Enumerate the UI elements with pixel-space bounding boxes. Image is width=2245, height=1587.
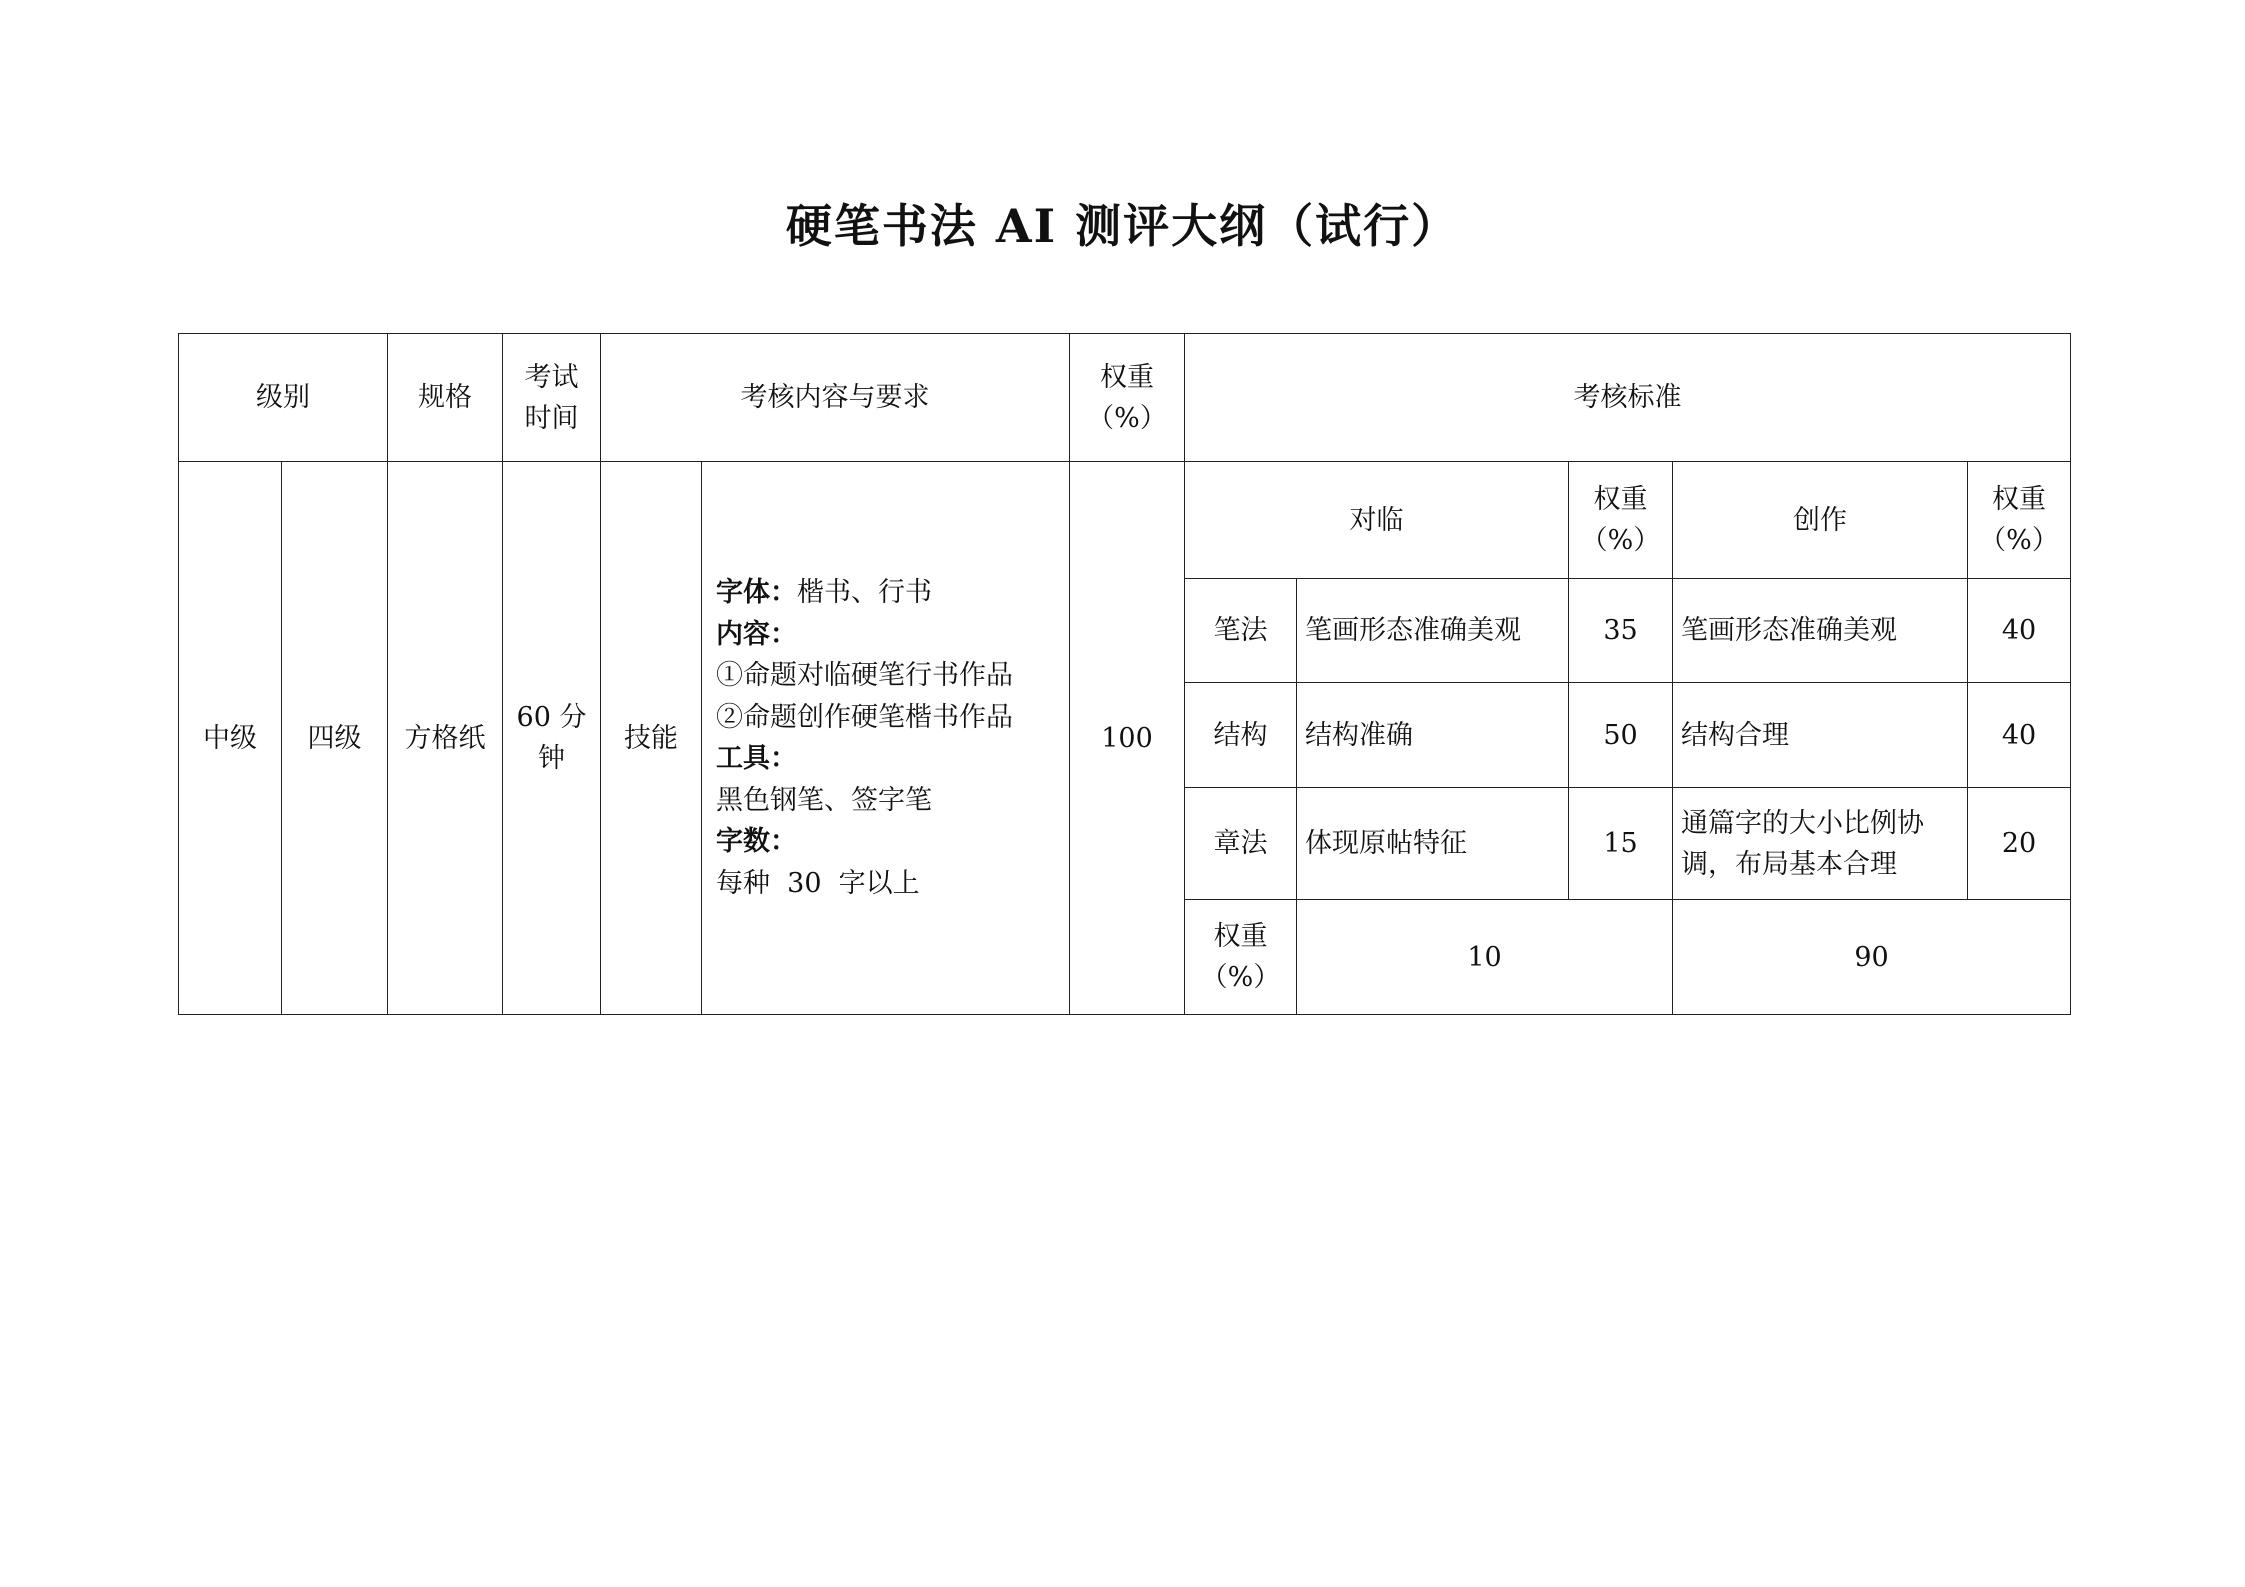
weight-cell: 100 [1070,462,1185,1015]
criteria-create-weight: 40 [1968,579,2071,683]
req-content-item1: ①命题对临硬笔行书作品 [716,660,1013,691]
create-weight-line1: 权重 [1992,484,2046,515]
time-line2: 钟 [538,743,565,774]
criteria-create-desc-line1: 通篇字的大小比例协 [1681,807,1924,839]
header-time-line1: 考试 [524,361,579,393]
criteria-copy-desc: 结构准确 [1297,683,1569,788]
header-level: 级别 [179,334,388,462]
criteria-name: 笔法 [1185,579,1297,683]
sub-header-create: 创作 [1673,462,1968,579]
criteria-create-desc-line2: 调，布局基本合理 [1681,848,1897,880]
sub-header-copy-weight [1569,462,1673,579]
level-main-cell: 中级 [179,462,282,1015]
criteria-copy-weight: 15 [1569,788,1673,900]
criteria-create-desc: 结构合理 [1673,683,1968,788]
totals-copy: 10 [1297,900,1673,1015]
time-line1: 60 分 [516,702,587,733]
criteria-create-weight: 20 [1968,788,2071,900]
criteria-name: 结构 [1185,683,1297,788]
totals-label-line1: 权重 [1213,921,1268,952]
criteria-copy-desc: 笔画形态准确美观 [1297,579,1569,683]
sub-header-row [179,462,2071,579]
req-font [716,572,1055,614]
criteria-copy-weight: 35 [1569,579,1673,683]
copy-weight-line2: （%） [1580,525,1661,556]
level-sub-cell: 四级 [282,462,388,1015]
header-weight-line1: 权重 [1100,361,1154,393]
header-weight-line2: （%） [1087,402,1167,434]
criteria-create-weight: 40 [1968,683,2071,788]
req-content-item2: ②命题创作硬笔楷书作品 [716,701,1013,733]
assessment-table [178,333,2071,1015]
copy-weight-line1: 权重 [1593,484,1648,515]
header-spec: 规格 [388,334,503,462]
criteria-create-desc [1673,788,1968,900]
spec-cell: 方格纸 [388,462,503,1015]
criteria-copy-desc: 体现原帖特征 [1297,788,1569,900]
criteria-create-desc: 笔画形态准确美观 [1673,579,1968,683]
category-cell: 技能 [601,462,702,1015]
header-standard: 考核标准 [1185,334,2071,462]
header-weight [1070,334,1185,462]
create-weight-line2: （%） [1979,525,2059,556]
time-cell [503,462,601,1015]
criteria-copy-weight: 50 [1569,683,1673,788]
document-title: 硬笔书法 AI 测评大纲（试行） [785,199,1460,253]
requirements-cell [702,462,1070,1015]
req-font-value: 楷书、行书 [797,577,932,608]
totals-label [1185,900,1297,1015]
req-font-key: 字体： [716,577,797,608]
header-row [179,334,2071,462]
sub-header-copy: 对临 [1185,462,1569,579]
req-count-value: 每种 30 字以上 [716,867,920,899]
req-content-key: 内容： [716,618,797,650]
sub-header-create-weight [1968,462,2071,579]
totals-label-line2: （%） [1200,962,1281,993]
totals-create: 90 [1673,900,2071,1015]
header-time-line2: 时间 [524,402,579,434]
header-time [503,334,601,462]
header-content: 考核内容与要求 [601,334,1070,462]
req-count-key: 字数： [716,826,797,857]
criteria-name: 章法 [1185,788,1297,900]
req-tool-value: 黑色钢笔、签字笔 [716,784,932,816]
req-tool-key: 工具： [716,743,797,774]
